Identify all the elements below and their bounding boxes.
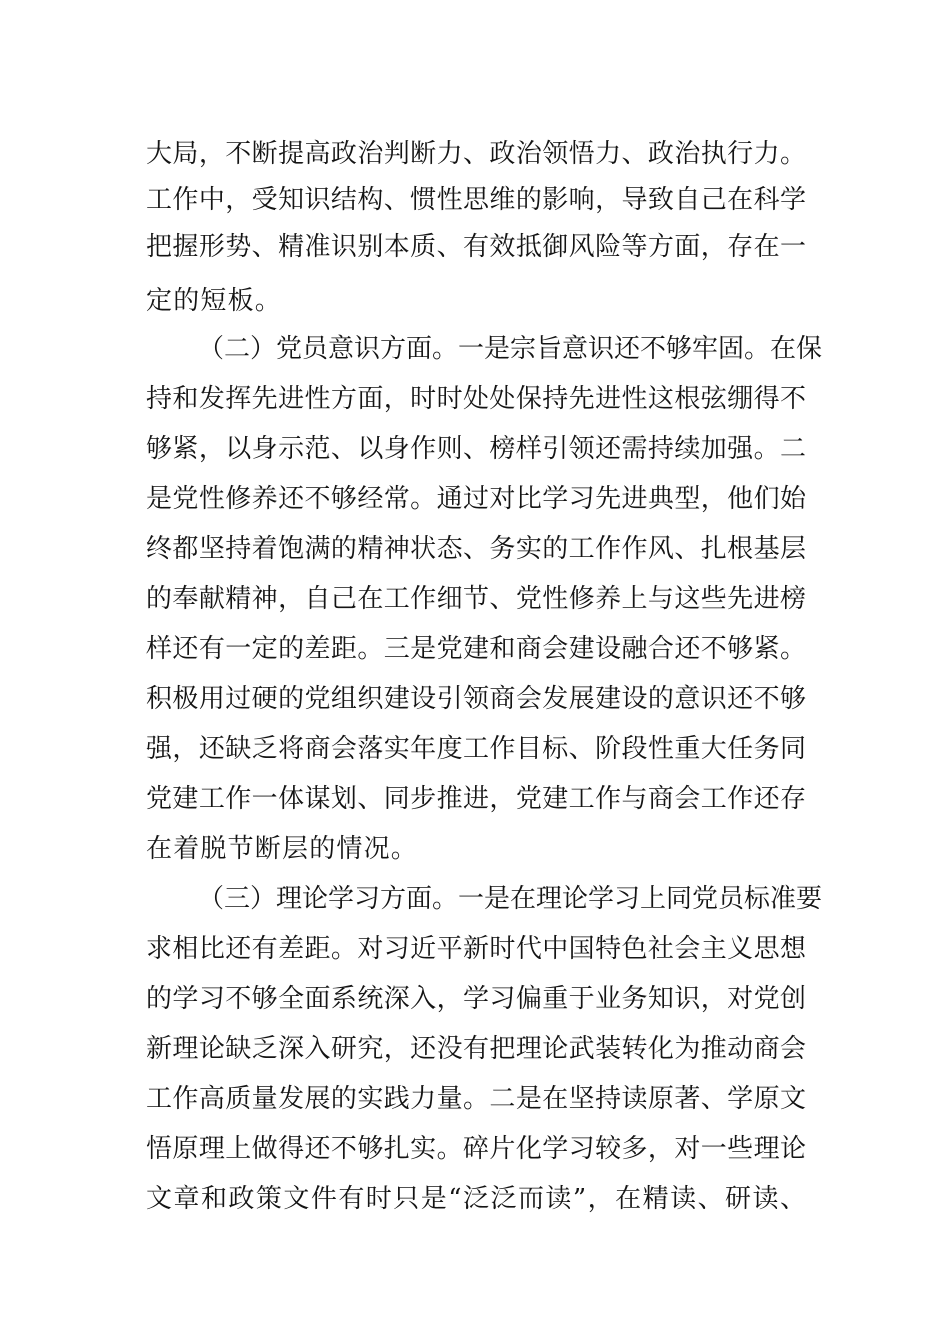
text-line: 把握形势、精准识别本质、有效抵御风险等方面，存在一 (146, 232, 806, 262)
text-line: 定的短板。 (146, 286, 283, 316)
text-line: 够紧，以身示范、以身作则、榜样引领还需持续加强。二 (146, 434, 806, 464)
paragraph-heading-line: （三）理论学习方面。一是在理论学习上同党员标准要 (198, 884, 823, 914)
text-line: 样还有一定的差距。三是党建和商会建设融合还不够紧。 (146, 634, 806, 664)
text-line: 的学习不够全面系统深入，学习偏重于业务知识，对党创 (146, 984, 806, 1014)
text-line: 求相比还有差距。对习近平新时代中国特色社会主义思想 (146, 934, 806, 964)
text-line: 是党性修养还不够经常。通过对比学习先进典型，他们始 (146, 484, 806, 514)
paragraph-heading-line: （二）党员意识方面。一是宗旨意识还不够牢固。在保 (198, 334, 823, 364)
text-line: 党建工作一体谋划、同步推进，党建工作与商会工作还存 (146, 784, 806, 814)
text-line: 的奉献精神，自己在工作细节、党性修养上与这些先进榜 (146, 584, 806, 614)
text-line: 积极用过硬的党组织建设引领商会发展建设的意识还不够 (146, 684, 806, 714)
text-line: 工作中，受知识结构、惯性思维的影响，导致自己在科学 (146, 185, 806, 215)
text-line: 强，还缺乏将商会落实年度工作目标、阶段性重大任务同 (146, 734, 806, 764)
text-line: 悟原理上做得还不够扎实。碎片化学习较多，对一些理论 (146, 1134, 806, 1164)
text-line: 工作高质量发展的实践力量。二是在坚持读原著、学原文 (146, 1084, 806, 1114)
text-line: 大局，不断提高政治判断力、政治领悟力、政治执行力。 (146, 139, 806, 169)
text-line: 在着脱节断层的情况。 (146, 834, 419, 864)
text-line: 持和发挥先进性方面，时时处处保持先进性这根弦绷得不 (146, 384, 806, 414)
text-line: 文章和政策文件有时只是“泛泛而读”，在精读、研读、 (146, 1184, 806, 1214)
text-line: 终都坚持着饱满的精神状态、务实的工作作风、扎根基层 (146, 534, 806, 564)
text-line: 新理论缺乏深入研究，还没有把理论武装转化为推动商会 (146, 1034, 806, 1064)
